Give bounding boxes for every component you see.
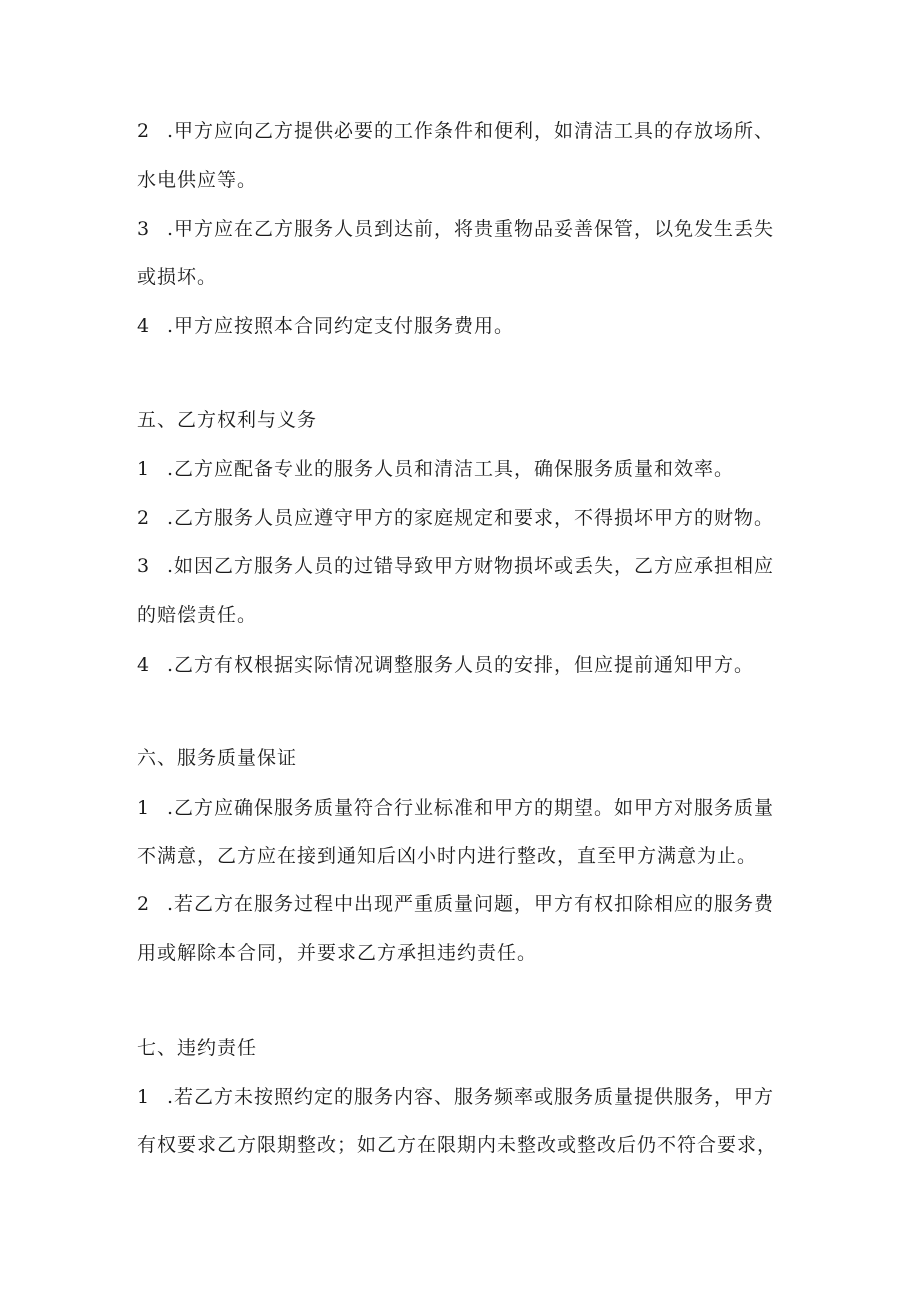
section-7-heading: 七、违约责任 [137,1037,258,1059]
clause-4-4-line-1 [137,313,787,339]
clause-text: .乙方应确保服务质量符合行业标准和甲方的期望。如甲方对服务质量 [167,797,775,819]
clause-6-2-line-1 [137,891,787,917]
clause-text: .如因乙方服务人员的过错导致甲方财物损坏或丢失，乙方应承担相应 [167,555,775,577]
clause-4-2-line-2: 水电供应等。 [137,169,258,191]
clause-7-1-line-1 [137,1084,787,1110]
clause-4-3-line-2: 或损坏。 [137,266,218,288]
clause-number: 2 [137,120,151,142]
clause-6-1-line-2: 不满意，乙方应在接到通知后凶小时内进行整改，直至甲方满意为止。 [137,845,758,867]
clause-number: 1 [137,797,151,819]
clause-text: .甲方应向乙方提供必要的工作条件和便利，如清洁工具的存放场所、 [167,120,775,142]
clause-number: 4 [137,654,151,676]
clause-5-1-line-1 [137,456,787,482]
clause-text: .甲方应按照本合同约定支付服务费用。 [167,315,515,337]
clause-5-3-line-1 [137,553,787,579]
clause-6-1-line-1 [137,795,787,821]
clause-number: 1 [137,1086,151,1108]
clause-5-3-line-2: 的赔偿责任。 [137,604,258,626]
clause-text: .若乙方未按照约定的服务内容、服务频率或服务质量提供服务，甲方 [167,1086,775,1108]
clause-6-2-line-2: 用或解除本合同，并要求乙方承担违约责任。 [137,942,538,964]
clause-number: 3 [137,555,151,577]
clause-4-2-line-1 [137,118,787,144]
clause-text: .乙方有权根据实际情况调整服务人员的安排，但应提前通知甲方。 [167,654,755,676]
clause-text: .乙方应配备专业的服务人员和清洁工具，确保服务质量和效率。 [167,458,735,480]
clause-number: 2 [137,507,151,529]
clause-text: .甲方应在乙方服务人员到达前，将贵重物品妥善保管，以免发生丢失 [167,218,775,240]
section-6-heading: 六、服务质量保证 [137,747,298,769]
clause-text: .若乙方在服务过程中出现严重质量问题，甲方有权扣除相应的服务费 [167,893,775,915]
clause-4-3-line-1 [137,216,787,242]
section-5-heading: 五、乙方权利与义务 [137,409,318,431]
clause-number: 2 [137,893,151,915]
clause-5-2-line-1 [137,505,787,531]
clause-5-4-line-1 [137,652,787,678]
clause-number: 3 [137,218,151,240]
clause-text: .乙方服务人员应遵守甲方的家庭规定和要求，不得损坏甲方的财物。 [167,507,775,529]
clause-7-1-line-2: 有权要求乙方限期整改；如乙方在限期内未整改或整改后仍不符合要求， [137,1134,778,1156]
clause-number: 1 [137,458,151,480]
clause-number: 4 [137,315,151,337]
